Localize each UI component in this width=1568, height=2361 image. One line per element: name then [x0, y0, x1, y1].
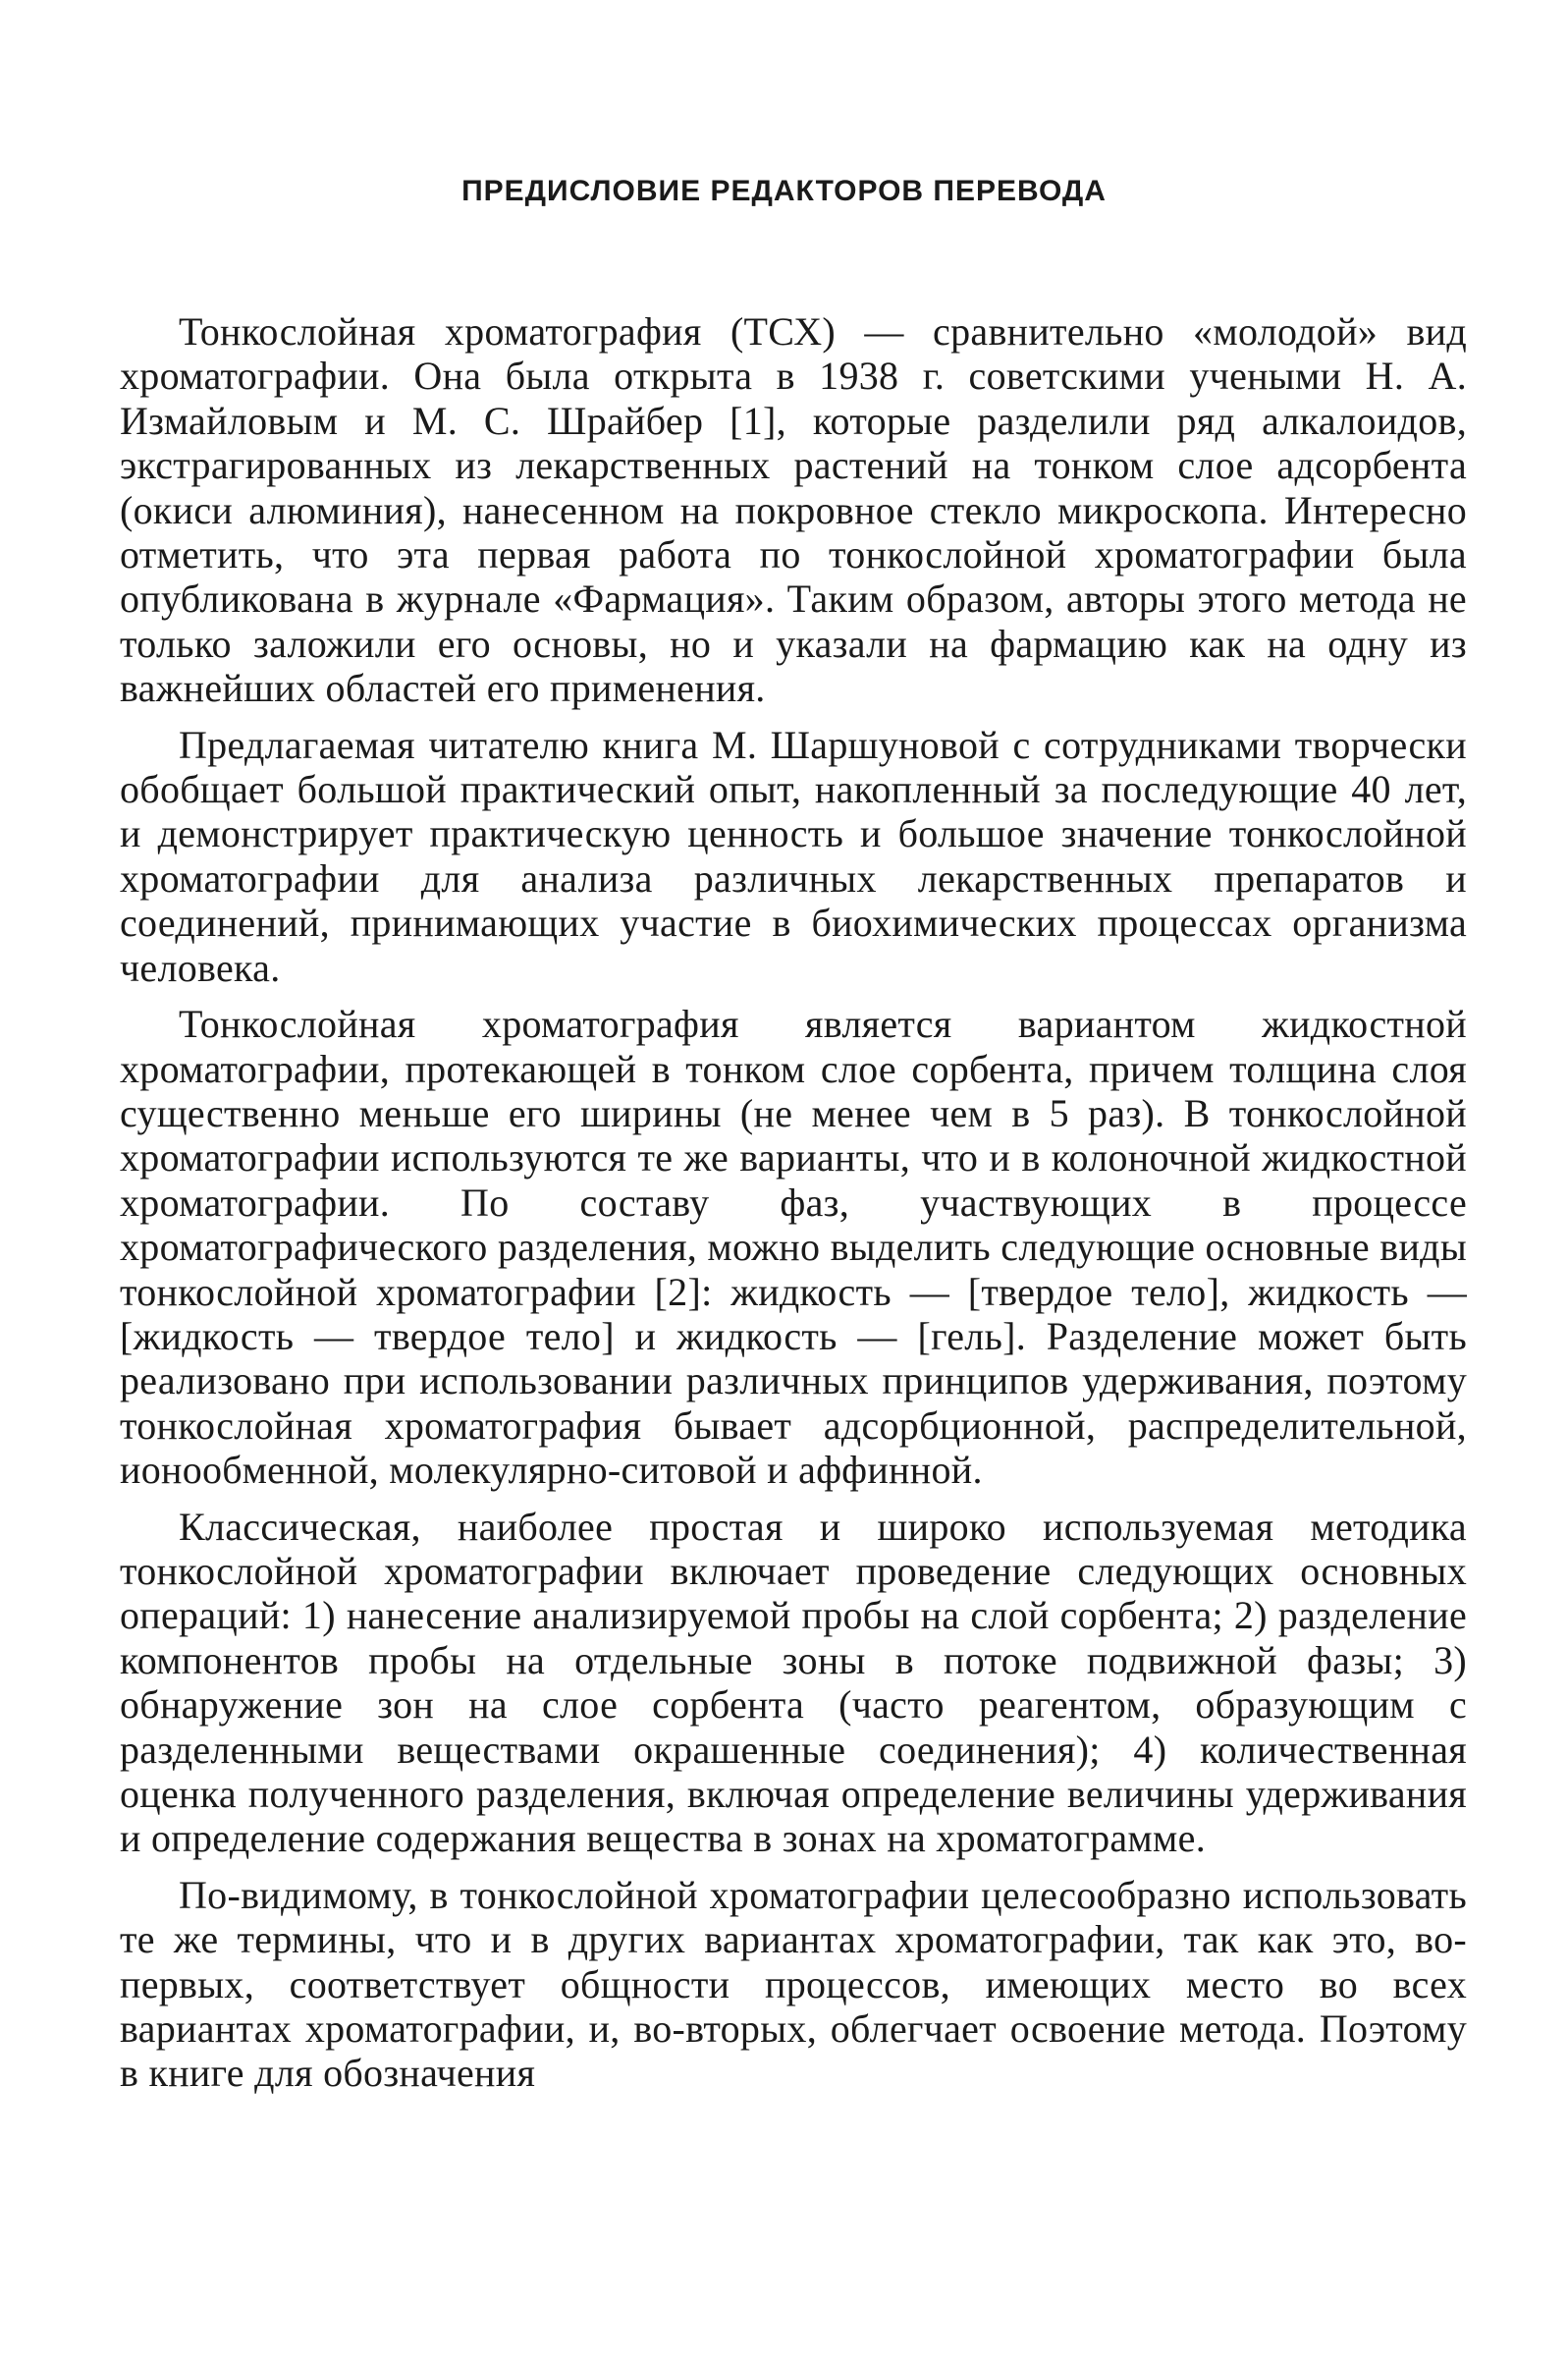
- paragraph-5: По-видимому, в тонкослойной хроматографии целесообразно использовать те же термины, что и в других вариантах хроматографии, так как это, во-первых, соответствует общности процессов, имеющих место во всех вариантах хроматографии, и, во-вторых, облегчает освоение метода. Поэтому в книге для обозначения: [120, 1872, 1467, 2096]
- paragraph-3: Тонкослойная хроматография является вариантом жидкостной хроматографии, протекающей в тонком слое сорбента, причем толщина слоя существенно меньше его ширины (не менее чем в 5 раз). В тонкослойной хроматографии используются те же варианты, что и в колоночной жидкостной хроматографии. По составу фаз, участвующих в процессе хроматографического разделения, можно выделить следующие основные виды тонкослойной хроматографии [2]: жидкость — [твердое тело], жидкость — [жидкость — твердое тело] и жидкость — [гель]. Разделение может быть реализовано при использовании различных принципов удерживания, поэтому тонкослойная хроматография бывает адсорбционной, распределительной, ионообменной, молекулярно-ситовой и аффинной.: [120, 1002, 1467, 1493]
- paragraph-1: Тонкослойная хроматография (ТСХ) — сравнительно «молодой» вид хроматографии. Она была открыта в 1938 г. советскими учеными Н. А. Измайловым и М. С. Шрайбер [1], которые разделили ряд алкалоидов, экстрагированных из лекарственных растений на тонком слое адсорбента (окиси алюминия), нанесенном на покровное стекло микроскопа. Интересно отметить, что эта первая работа по тонкослойной хроматографии была опубликована в журнале «Фармация». Таким образом, авторы этого метода не только заложили его основы, но и указали на фармацию как на одну из важнейших областей его применения.: [120, 309, 1467, 711]
- paragraph-4: Классическая, наиболее простая и широко используемая методика тонкослойной хроматографии включает проведение следующих основных операций: 1) нанесение анализируемой пробы на слой сорбента; 2) разделение компонентов пробы на отдельные зоны в потоке подвижной фазы; 3) обнаружение зон на слое сорбента (часто реагентом, образующим с разделенными веществами окрашенные соединения); 4) количественная оценка полученного разделения, включая определение величины удерживания и определение содержания вещества в зонах на хроматограмме.: [120, 1504, 1467, 1861]
- body-text: [120, 309, 1467, 2108]
- page-title: ПРЕДИСЛОВИЕ РЕДАКТОРОВ ПЕРЕВОДА: [461, 175, 1107, 207]
- paragraph-2: Предлагаемая читателю книга М. Шаршуновой с сотрудниками творчески обобщает большой практический опыт, накопленный за последующие 40 лет, и демонстрирует практическую ценность и большое значение тонкослойной хроматографии для анализа различных лекарственных препаратов и соединений, принимающих участие в биохимических процессах организма человека.: [120, 722, 1467, 990]
